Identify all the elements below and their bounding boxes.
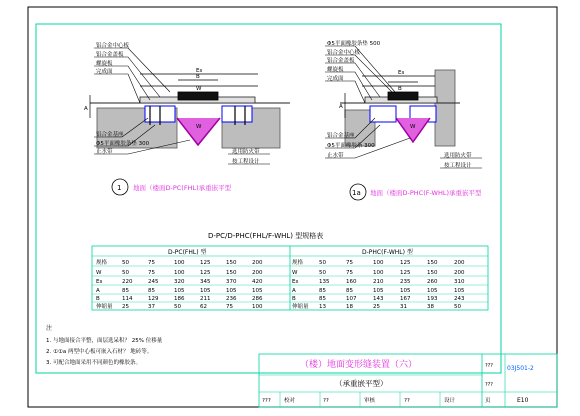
dim-label-r-3: W [410,124,416,130]
dim-label-l-4: W [196,124,202,130]
table-right-cell: 50 [319,260,326,266]
table-left-cell: 100 [174,270,185,276]
table-left-cell: 105 [226,288,237,294]
table-right-cell: 85 [319,288,326,294]
table-right-cell: 85 [319,296,326,302]
table-left-cell: 245 [148,279,159,285]
table-left-cell: 伸缩量 [96,304,113,310]
table-right-cell: 167 [400,296,411,302]
table-left-cell: 211 [200,296,211,302]
table-right-cell: 125 [400,260,411,266]
tb-mark-2: ??? [262,398,271,404]
table-left-cell: 85 [122,288,129,294]
table-left-cell: 125 [200,260,211,266]
table-left-cell: 规格 [96,260,108,266]
label-l-5: Φ5平面橡胶条垫 300 [96,141,150,147]
base-right [222,106,252,122]
label-l-3: 完成面 [96,69,113,75]
table-right-cell: 100 [373,260,384,266]
label-r-2: 铝合金盖板 [327,58,355,64]
table-left-cell: 345 [200,279,211,285]
notes-heading: 注 [46,325,53,332]
tb-mark-1: ??? [485,382,493,388]
table-left-cell: 125 [200,270,211,276]
detail-number-right: 1a [352,189,361,197]
table-right-cell: 125 [400,270,411,276]
outer-frame [28,7,557,407]
table-right-cell: 105 [400,288,411,294]
table-right-cell: Es [292,279,299,285]
table-left-cell: 105 [174,288,185,294]
table-right-heading: D-PHC(F-WHL) 型 [362,249,413,256]
tb-mark-4: ?? [404,398,410,404]
table-left-cell: 420 [252,279,263,285]
table-right-cell: 243 [454,296,465,302]
table-left-cell: 105 [252,288,263,294]
note-line-0: 1. 与地面接合平整，面层选呆积？ 25% 位移量 [46,338,163,344]
table-right-cell: 38 [427,304,434,310]
table-left-cell: 75 [226,304,233,310]
center-plate-r [388,92,418,100]
label-r-0: Φ5平面橡胶条垫 500 [327,41,381,47]
table-left-cell: 200 [252,260,263,266]
dim-label-l-3: A [84,106,88,112]
table-right-cell: 235 [400,279,411,285]
note-line-1: 2. ①①a 两型中心板可嵌入石材？ 地砖等。 [46,349,153,355]
dim-label-r-1: B [398,86,402,92]
label-l-1: 铝合金盖板 [96,52,124,58]
table-right-cell: 193 [427,296,438,302]
table-left-heading: D-PC(FHL) 型 [168,249,207,256]
tb-check: 审核 [364,398,376,404]
table-left-cell: 370 [226,279,237,285]
table-right-cell: 50 [454,304,461,310]
table-left-cell: B [96,296,100,302]
table-left-cell: 75 [148,270,155,276]
label-r-1: 铝合金中心板 [327,50,361,56]
table-left-cell: 75 [148,260,155,266]
table-right-cell: 规格 [292,260,304,266]
caption-left: 地面（楼面D-PC(FHL)承重嵌平型 [133,184,232,192]
table-right-cell: 85 [346,288,353,294]
table-left-cell: 286 [252,296,263,302]
table-left-cell: 220 [122,279,133,285]
table-right-cell: 135 [319,279,330,285]
table-right-cell: 150 [427,270,438,276]
table-right-cell: 50 [319,270,326,276]
table-right-cell: 105 [454,288,465,294]
table-left-cell: 320 [174,279,185,285]
dim-label-l-2: W [196,86,202,92]
table-left-cell: 50 [174,304,181,310]
table-left-cell: 62 [200,304,207,310]
table-right-cell: B [292,296,296,302]
label-l-8: 按工程设计 [232,159,260,165]
label-l-2: 螺旋板 [96,61,113,67]
table-left-cell: 200 [252,270,263,276]
note-line-2: 3. 可配合地面采用不同颜色的橡胶条。 [46,360,141,366]
center-plate [178,92,218,100]
table-right-cell: 18 [346,304,353,310]
table-right-cell: 160 [346,279,357,285]
base-left-r [370,106,396,122]
tb-page: E10 [517,397,529,404]
table-right-cell: 107 [346,296,357,302]
table-left-cell: 37 [148,304,155,310]
table-right-cell: 75 [346,270,353,276]
table-left-cell: 50 [122,270,129,276]
label-l-4: 铝合金基座 [96,132,124,138]
table-left-cell: 186 [174,296,185,302]
table-right-cell: 260 [427,279,438,285]
table-right-cell: 75 [346,260,353,266]
table-left-cell: W [96,270,102,276]
table-right-cell: 100 [373,270,384,276]
table-left-cell: 100 [252,304,263,310]
label-r-7: 止水带 [327,153,344,159]
table-right-cell: 200 [454,260,465,266]
table-right-cell: 200 [454,270,465,276]
table-right-cell: 13 [319,304,326,310]
caption-right: 地面（楼面D-PHC(F-WHL)承重嵌平型 [370,189,482,197]
label-r-3: 螺旋板 [327,67,344,73]
dim-label-r-0: Es [398,70,405,76]
tb-mark-3: ?? [323,398,329,404]
table-right-cell: 210 [373,279,384,285]
label-l-0: 铝合金中心板 [96,43,130,49]
wall-right-r [435,70,455,146]
table-left-cell: 100 [174,260,185,266]
table-right-cell: W [292,270,298,276]
table-left-cell: 150 [226,270,237,276]
table-right-cell: 105 [373,288,384,294]
tb-design: 设计 [444,398,456,404]
table-right-cell: 105 [427,288,438,294]
table-left-cell: 25 [122,304,129,310]
table-left-cell: 129 [148,296,159,302]
label-r-9: 按工程设计 [444,163,472,169]
label-r-4: 完成面 [327,76,344,82]
table-left-cell: 150 [226,260,237,266]
label-r-5: 铝合金基座 [327,133,355,139]
table-right-cell: 25 [373,304,380,310]
dim-label-r-2: A [339,104,343,110]
label-r-8: 选用防火带 [444,153,472,159]
table-left-cell: 105 [200,288,211,294]
table-left-cell: 50 [122,260,129,266]
table-right-cell: A [292,288,296,294]
dim-label-l-1: B [196,74,200,80]
tb-drawing: 页 [485,398,491,404]
table-title: D-PC/D-PHC(FHL/F-WHL) 型规格表 [208,232,324,240]
table-right-cell: 150 [427,260,438,266]
tb-title: （楼）地面变形缝装置（六） [300,360,418,370]
table-right-cell: 143 [373,296,384,302]
table-left-cell: 236 [226,296,237,302]
table-right-cell: 伸缩量 [292,304,309,310]
table-right-cell: 31 [400,304,407,310]
detail-number-left: 1 [117,184,122,192]
table-right-cell: 310 [454,279,465,285]
label-l-7: 选用防火带 [232,149,260,155]
tb-mark-0: ??? [485,363,493,369]
table-left-cell: A [96,288,100,294]
tb-subtitle: （承重嵌平型） [335,379,388,388]
table-left-cell: 114 [122,296,133,302]
table-left-cell: 85 [148,288,155,294]
tb-code: 03J501-2 [507,365,534,372]
table-left-cell: Es [96,279,103,285]
dim-label-l-0: Es [196,68,203,74]
tb-review: 校对 [284,398,296,404]
label-r-6: Φ5平面橡胶条 300 [327,143,375,149]
label-l-6: 止水带 [96,149,113,155]
